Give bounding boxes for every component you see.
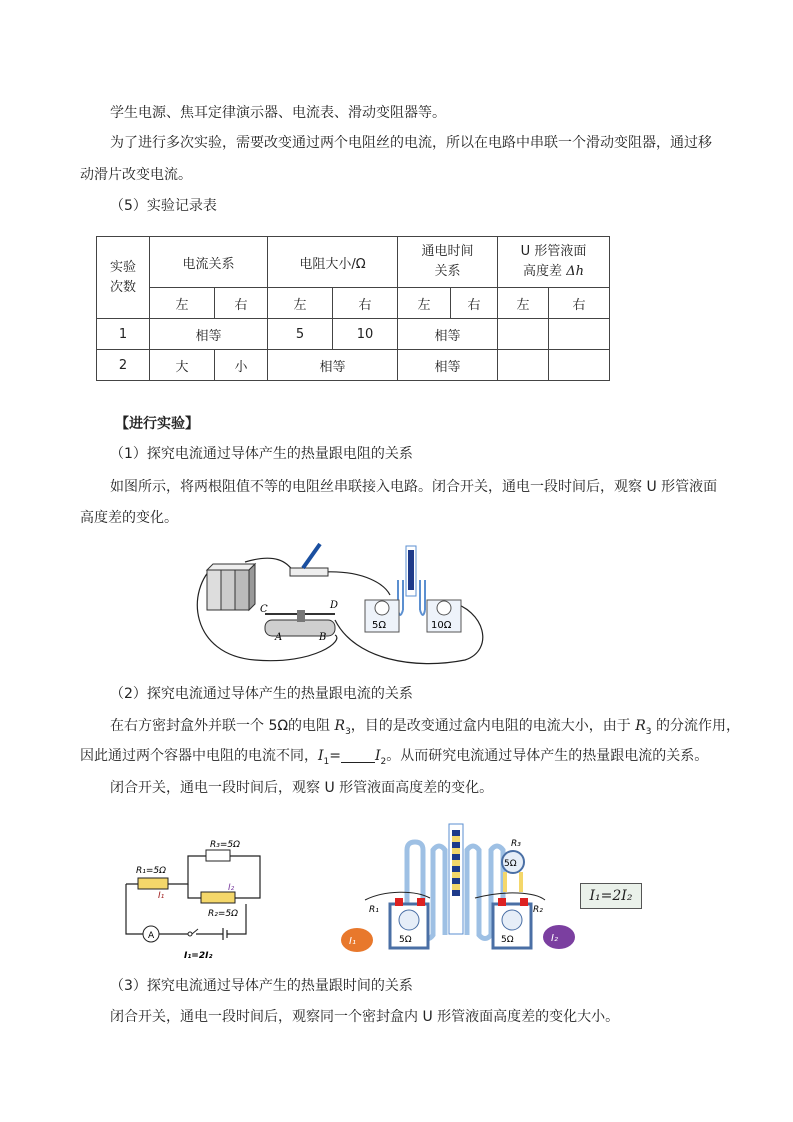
svg-text:I₁=2I₂: I₁=2I₂ — [184, 951, 213, 961]
figure-1-circuit — [195, 540, 495, 675]
th-left: 左 — [268, 288, 333, 319]
svg-text:R₁=5Ω: R₁=5Ω — [136, 866, 167, 876]
s2-title: （2）探究电流通过导体产生的热量跟电流的关系 — [110, 686, 413, 702]
svg-text:10Ω: 10Ω — [431, 620, 452, 631]
switch-icon — [290, 544, 328, 576]
svg-text:B: B — [319, 632, 327, 643]
th-left: 左 — [150, 288, 215, 319]
svg-text:I₂: I₂ — [551, 933, 558, 944]
answer-blank[interactable] — [341, 748, 375, 763]
th-right: 右 — [333, 288, 398, 319]
s1-line1: 如图所示，将两根阻值不等的电阻丝串联接入电路。闭合开关，通电一段时间后，观察 U 形管液面 — [110, 479, 718, 495]
svg-text:R₃=5Ω: R₃=5Ω — [210, 840, 241, 850]
svg-text:R₁: R₁ — [369, 905, 379, 915]
svg-text:R₂=5Ω: R₂=5Ω — [208, 909, 239, 919]
table-heading: （5）实验记录表 — [110, 198, 217, 214]
svg-text:D: D — [330, 600, 339, 611]
para-line2: 动滑片改变电流。 — [80, 167, 192, 183]
th-left: 左 — [498, 288, 549, 319]
sealed-box-right — [427, 600, 461, 632]
battery-icon — [207, 564, 255, 610]
svg-text:5Ω: 5Ω — [399, 935, 412, 945]
s3-title: （3）探究电流通过导体产生的热量跟时间的关系 — [110, 978, 413, 994]
table-row: 2 大 小 相等 相等 — [97, 350, 610, 381]
svg-text:A: A — [275, 632, 283, 643]
s2-line1: 在右方密封盒外并联一个 5Ω的电阻 $R_3$，目的是改变通过盒内电阻的电流大小，由于 $R_3$ 的分流作用， — [110, 718, 740, 737]
s2-line3: 闭合开关，通电一段时间后，观察 U 形管液面高度差的变化。 — [110, 780, 494, 796]
figure-3-apparatus — [335, 820, 585, 962]
figure-2-schematic — [118, 836, 278, 966]
s1-line2: 高度差的变化。 — [80, 510, 178, 526]
svg-text:I₂: I₂ — [228, 883, 235, 893]
svg-text:A: A — [148, 931, 155, 941]
s1-title: （1）探究电流通过导体产生的热量跟电阻的关系 — [110, 446, 413, 462]
th-resist: 电阻大小/Ω — [268, 237, 398, 288]
u-tube-icon — [398, 546, 425, 615]
th-trial: 实验 次数 — [97, 237, 150, 319]
svg-text:5Ω: 5Ω — [372, 620, 387, 631]
svg-text:R₃: R₃ — [511, 839, 521, 849]
th-right: 右 — [215, 288, 268, 319]
th-left: 左 — [398, 288, 451, 319]
section-title: 【进行实验】 — [115, 416, 199, 432]
th-right: 右 — [549, 288, 610, 319]
th-right: 右 — [451, 288, 498, 319]
sealed-box-left — [365, 600, 399, 632]
svg-text:I₁: I₁ — [158, 891, 165, 901]
para-line1: 为了进行多次实验，需要改变通过两个电阻丝的电流，所以在电路中串联一个滑动变阻器，通过移 — [110, 135, 712, 151]
s2-line2: 因此通过两个容器中电阻的电流不同，$I_1= I_2$。从而研究电流通过导体产生的热量跟电流的关系。 — [80, 748, 709, 767]
svg-text:C: C — [260, 604, 268, 615]
relation-box: I₁=2I₂ — [580, 883, 642, 909]
table-row: 1 相等 5 10 相等 — [97, 319, 610, 350]
th-u: U 形管液面 高度差 Δh — [498, 237, 610, 288]
s3-line1: 闭合开关，通电一段时间后，观察同一个密封盒内 U 形管液面高度差的变化大小。 — [110, 1009, 620, 1025]
svg-text:5Ω: 5Ω — [501, 935, 514, 945]
svg-text:I₁: I₁ — [349, 936, 356, 947]
svg-text:R₂: R₂ — [533, 905, 543, 915]
equipment-text: 学生电源、焦耳定律演示器、电流表、滑动变阻器等。 — [110, 105, 446, 121]
svg-text:5Ω: 5Ω — [504, 859, 517, 869]
th-time: 通电时间 关系 — [398, 237, 498, 288]
record-table — [96, 236, 610, 381]
th-current: 电流关系 — [150, 237, 268, 288]
